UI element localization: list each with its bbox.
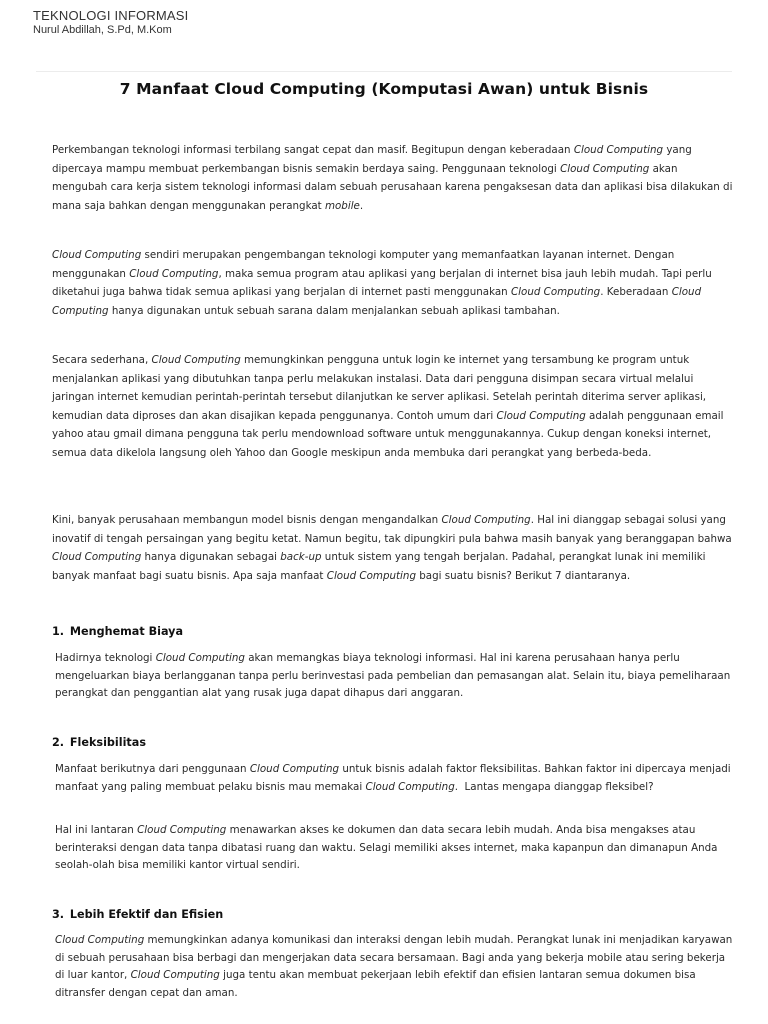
header-title: TEKNOLOGI INFORMASI	[33, 8, 189, 23]
section-heading-3	[52, 908, 223, 922]
section-number: 3.	[52, 908, 65, 921]
header-author: Nurul Abdillah, S.Pd, M.Kom	[33, 24, 172, 36]
section-title: Fleksibilitas	[69, 736, 146, 749]
intro-paragraph-3: Secara sederhana, Cloud Computing memungkinkan pengguna untuk login ke internet yang tersambung ke program untuk menjalankan aplikasi yang dibutuhkan tanpa perlu melakukan instalasi. Data dari pengguna disimpan secara virtual melalui jaringan internet kemudian perintah-perintah tersebut dilanjutkan ke server aplikasi. Setelah perintah diterima server aplikasi, kemudian data diproses dan akan disajikan kepada penggunanya. Contoh umum dari Cloud Computing adalah penggunaan email yahoo atau gmail dimana pengguna tak perlu mendownload software untuk menggunakannya. Cukup dengan koneksi internet, semua data dikelola langsung oleh Yahoo dan Google meskipun anda membuka dari perangkat yang berbeda-beda.	[52, 354, 724, 459]
section-heading-2	[52, 736, 146, 750]
section-number: 1.	[52, 625, 65, 638]
document-header	[33, 8, 188, 37]
section-heading-1	[52, 625, 183, 639]
intro-paragraph-4: Kini, banyak perusahaan membangun model bisnis dengan mengandalkan Cloud Computing. Hal ini dianggap sebagai solusi yang inovatif di tengah persaingan yang begitu ketat. Namun begitu, tak dipungkiri pula bahwa masih banyak yang beranggapan bahwa Cloud Computing hanya digunakan sebagai back-up untuk sistem yang tengah berjalan. Padahal, perangkat lunak ini memiliki banyak manfaat bagi suatu bisnis. Apa saja manfaat Cloud Computing bagi suatu bisnis? Berikut 7 diantaranya.	[52, 514, 732, 582]
section-title: Menghemat Biaya	[69, 625, 184, 638]
section-2-paragraph-2: Hal ini lantaran Cloud Computing menawarkan akses ke dokumen dan data secara lebih mudah. Anda bisa mengakses atau berinteraksi dengan data tanpa dibatasi ruang dan waktu. Selagi memiliki akses internet, maka kapanpun dan dimanapun Anda seolah-olah bisa memiliki kantor virtual sendiri.	[55, 824, 718, 872]
section-3-paragraph-1: Cloud Computing memungkinkan adanya komunikasi dan interaksi dengan lebih mudah. Perangkat lunak ini menjadikan karyawan di sebuah perusahaan bisa berbagi dan mengerjakan data secara bersamaan. Bagi anda yang bekerja mobile atau sering bekerja di luar kantor, Cloud Computing juga tentu akan membuat pekerjaan lebih efektif dan efisien lantaran semua dokumen bisa ditransfer dengan cepat dan aman.	[55, 934, 733, 999]
header-divider	[36, 71, 732, 72]
section-2-paragraph-1: Manfaat berikutnya dari penggunaan Cloud Computing untuk bisnis adalah faktor fleksibilitas. Bahkan faktor ini dipercaya menjadi manfaat yang paling membuat pelaku bisnis mau memakai Cloud Computing. Lantas mengapa dianggap fleksibel?	[55, 763, 731, 793]
intro-paragraph-2: Cloud Computing sendiri merupakan pengembangan teknologi komputer yang memanfaatkan layanan internet. Dengan menggunakan Cloud Computing, maka semua program atau aplikasi yang berjalan di internet bisa jauh lebih mudah. Tapi perlu diketahui juga bahwa tidak semua aplikasi yang berjalan di internet pasti menggunakan Cloud Computing. Keberadaan Cloud Computing hanya digunakan untuk sebuah sarana dalam menjalankan sebuah aplikasi tambahan.	[52, 249, 712, 317]
article-title: 7 Manfaat Cloud Computing (Komputasi Awan) untuk Bisnis	[119, 80, 649, 98]
intro-paragraph-1: Perkembangan teknologi informasi terbilang sangat cepat dan masif. Begitupun dengan keberadaan Cloud Computing yang dipercaya mampu membuat perkembangan bisnis semakin berdaya saing. Penggunaan teknologi Cloud Computing akan mengubah cara kerja sistem teknologi informasi dalam sebuah perusahaan karena pengaksesan data dan aplikasi bisa dilakukan di mana saja bahkan dengan menggunakan perangkat mobile.	[52, 144, 733, 212]
section-title: Lebih Efektif dan Efisien	[69, 908, 224, 921]
section-1-paragraph-1: Hadirnya teknologi Cloud Computing akan memangkas biaya teknologi informasi. Hal ini karena perusahaan hanya perlu mengeluarkan biaya berlangganan tanpa perlu berinvestasi pada pembelian dan pemasangan alat. Selain itu, biaya pemeliharaan perangkat dan penggantian alat yang rusak juga dapat dihapus dari anggaran.	[55, 652, 731, 700]
section-number: 2.	[52, 736, 65, 749]
